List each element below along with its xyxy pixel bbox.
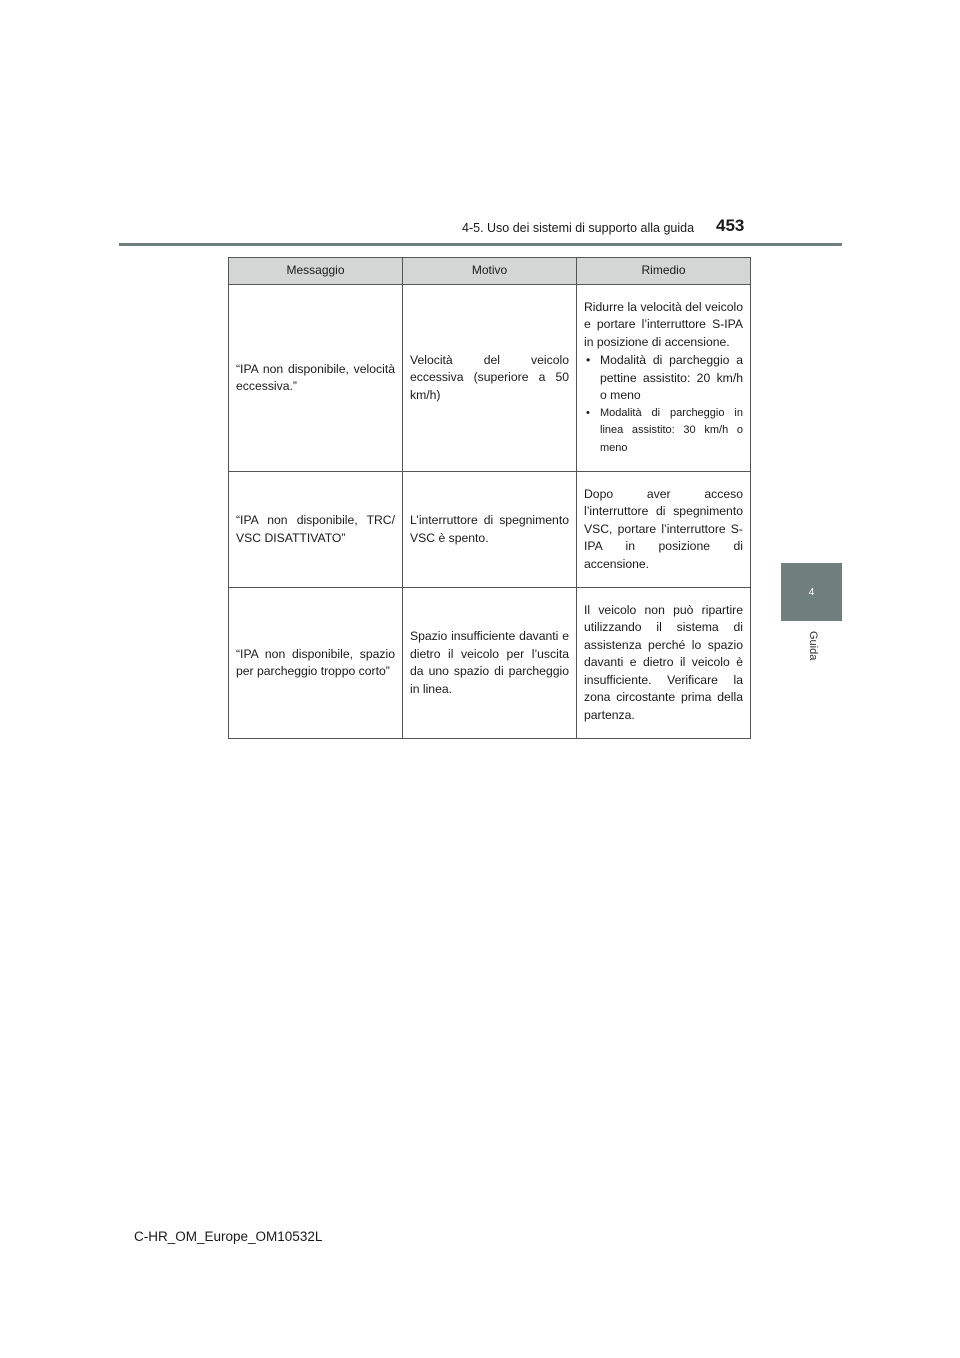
table-row bbox=[229, 472, 751, 588]
reason-text: L’interruttore di spegnimento VSC è spento. bbox=[410, 513, 569, 545]
reason-text: Velocità del veicolo eccessiva (superiore a 50 km/h) bbox=[410, 352, 569, 402]
column-header-remedy: Rimedio bbox=[577, 258, 751, 285]
remedy-cell bbox=[577, 285, 751, 472]
header-divider bbox=[119, 243, 842, 246]
table-row bbox=[229, 285, 751, 472]
reason-cell bbox=[403, 472, 577, 588]
remedy-text: Il veicolo non può ripartire utilizzando il sistema di assistenza perché lo spazio davanti e dietro il veicolo è insufficiente. Verificare la zona circostante prima della partenza. bbox=[584, 602, 743, 722]
message-cell bbox=[229, 285, 403, 472]
chapter-number: 4 bbox=[808, 586, 815, 598]
table-header-row bbox=[229, 258, 751, 285]
remedy-bullet: • Modalità di parcheggio in linea assistito: 30 km/h o meno bbox=[584, 405, 743, 458]
chapter-tab bbox=[781, 563, 842, 621]
remedy-cell bbox=[577, 472, 751, 588]
remedy-text: Dopo aver acceso l’interruttore di spegnimento VSC, portare l’interruttore S-IPA in posizione di accensione. bbox=[584, 486, 743, 571]
remedy-bullet: • Modalità di parcheggio a pettine assistito: 20 km/h o meno bbox=[584, 352, 743, 405]
column-header-reason: Motivo bbox=[403, 258, 577, 285]
reason-cell bbox=[403, 588, 577, 739]
reason-cell bbox=[403, 285, 577, 472]
page-number: 453 bbox=[716, 216, 745, 235]
column-header-message: Messaggio bbox=[229, 258, 403, 285]
chapter-label: Guida bbox=[807, 631, 819, 661]
reason-text: Spazio insufficiente davanti e dietro il veicolo per l’uscita da uno spazio di parcheggio in linea. bbox=[410, 629, 569, 696]
message-text: “IPA non disponibile, spazio per parcheggio troppo corto” bbox=[236, 646, 395, 678]
message-text: “IPA non disponibile, TRC/ VSC DISATTIVATO” bbox=[236, 513, 395, 545]
remedy-cell bbox=[577, 588, 751, 739]
remedy-text: Ridurre la velocità del veicolo e portare l’interruttore S-IPA in posizione di accensione. bbox=[584, 299, 743, 349]
table-row bbox=[229, 588, 751, 739]
message-cell bbox=[229, 588, 403, 739]
message-cell bbox=[229, 472, 403, 588]
message-table bbox=[228, 257, 751, 739]
message-text: “IPA non disponibile, velocità eccessiva.” bbox=[236, 361, 395, 393]
remedy-bullet-list bbox=[584, 352, 743, 457]
document-id: C-HR_OM_Europe_OM10532L bbox=[134, 1229, 323, 1244]
section-title: 4-5. Uso dei sistemi di supporto alla guida bbox=[462, 221, 695, 235]
